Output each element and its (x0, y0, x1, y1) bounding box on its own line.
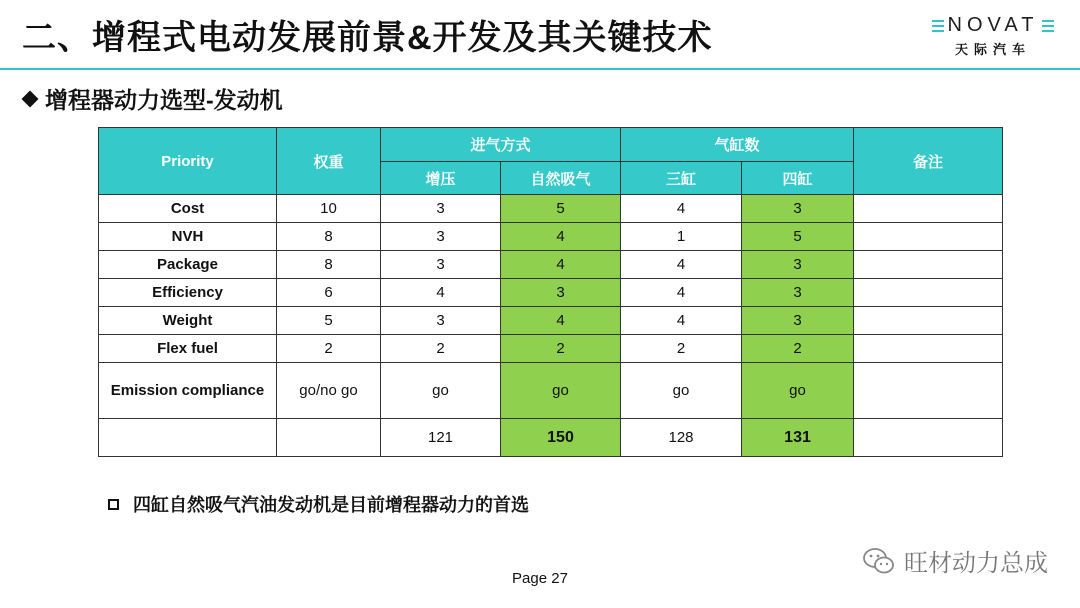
table-header-row (99, 128, 1003, 162)
logo-english: NOVAT (947, 14, 1039, 36)
conclusion-text: 四缸自然吸气汽油发动机是目前增程器动力的首选 (133, 495, 529, 515)
slide-title: 二、增程式电动发展前景&开发及其关键技术 (22, 19, 713, 57)
cell-turbo: 2 (381, 335, 501, 363)
cell-four: 2 (742, 335, 854, 363)
row-label: NVH (99, 223, 277, 251)
cell-turbo: 3 (381, 251, 501, 279)
watermark (862, 543, 1048, 578)
header-three-cylinder: 三缸 (621, 162, 742, 195)
cell-four: 3 (742, 195, 854, 223)
cell-turbo: go (381, 363, 501, 419)
table-row (99, 279, 1003, 307)
cell-weight: go/no go (277, 363, 381, 419)
cell-notes (854, 279, 1003, 307)
cell-three: 1 (621, 223, 742, 251)
header-natural-aspiration: 自然吸气 (501, 162, 621, 195)
cell-notes (854, 363, 1003, 419)
brand-logo (928, 14, 1058, 58)
cell-three: go (621, 363, 742, 419)
table-row (99, 223, 1003, 251)
totals-notes-empty (854, 419, 1003, 457)
table-totals-row (99, 419, 1003, 457)
cell-natural: 4 (501, 251, 621, 279)
row-label: Emission compliance (99, 363, 277, 419)
cell-four: 5 (742, 223, 854, 251)
watermark-text: 旺材动力总成 (904, 550, 1048, 577)
row-label: Cost (99, 195, 277, 223)
cell-natural: 4 (501, 223, 621, 251)
total-three: 128 (621, 419, 742, 457)
cell-notes (854, 307, 1003, 335)
table-row (99, 335, 1003, 363)
table-row (99, 195, 1003, 223)
header-cylinder-group: 气缸数 (621, 128, 854, 162)
cell-notes (854, 335, 1003, 363)
wechat-icon (862, 546, 896, 576)
header-intake-group: 进气方式 (381, 128, 621, 162)
header-weight: 权重 (277, 128, 381, 195)
cell-weight: 10 (277, 195, 381, 223)
subtitle-text: 增程器动力选型-发动机 (45, 87, 283, 113)
cell-natural: 4 (501, 307, 621, 335)
square-bullet-icon (108, 499, 119, 510)
cell-turbo: 3 (381, 307, 501, 335)
cell-natural: go (501, 363, 621, 419)
cell-three: 4 (621, 251, 742, 279)
cell-turbo: 3 (381, 195, 501, 223)
cell-three: 4 (621, 195, 742, 223)
cell-weight: 5 (277, 307, 381, 335)
cell-turbo: 4 (381, 279, 501, 307)
slide-header (0, 0, 1080, 70)
cell-weight: 2 (277, 335, 381, 363)
header-notes: 备注 (854, 128, 1003, 195)
totals-label-empty (99, 419, 277, 457)
logo-bars-right-icon (1042, 20, 1054, 32)
cell-natural: 2 (501, 335, 621, 363)
row-label: Weight (99, 307, 277, 335)
total-four: 131 (742, 419, 854, 457)
cell-natural: 5 (501, 195, 621, 223)
row-label: Efficiency (99, 279, 277, 307)
page-number: Page 27 (512, 570, 568, 587)
engine-selection-table (98, 127, 1003, 457)
cell-notes (854, 251, 1003, 279)
header-four-cylinder: 四缸 (742, 162, 854, 195)
table-row (99, 251, 1003, 279)
row-label: Package (99, 251, 277, 279)
row-label: Flex fuel (99, 335, 277, 363)
cell-three: 4 (621, 307, 742, 335)
header-priority: Priority (99, 128, 277, 195)
cell-natural: 3 (501, 279, 621, 307)
diamond-bullet-icon (22, 90, 39, 107)
cell-four: 3 (742, 251, 854, 279)
cell-weight: 8 (277, 223, 381, 251)
cell-four: go (742, 363, 854, 419)
total-natural: 150 (501, 419, 621, 457)
cell-notes (854, 223, 1003, 251)
section-subtitle (22, 82, 283, 115)
totals-weight-empty (277, 419, 381, 457)
logo-chinese: 天际汽车 (954, 42, 1031, 57)
cell-notes (854, 195, 1003, 223)
conclusion-bullet (108, 491, 529, 517)
cell-four: 3 (742, 307, 854, 335)
cell-three: 4 (621, 279, 742, 307)
logo-wordmark (928, 14, 1058, 37)
cell-three: 2 (621, 335, 742, 363)
total-turbo: 121 (381, 419, 501, 457)
cell-weight: 6 (277, 279, 381, 307)
cell-four: 3 (742, 279, 854, 307)
cell-weight: 8 (277, 251, 381, 279)
cell-turbo: 3 (381, 223, 501, 251)
header-turbo: 增压 (381, 162, 501, 195)
table-row (99, 363, 1003, 419)
logo-bars-left-icon (932, 20, 944, 32)
table-row (99, 307, 1003, 335)
